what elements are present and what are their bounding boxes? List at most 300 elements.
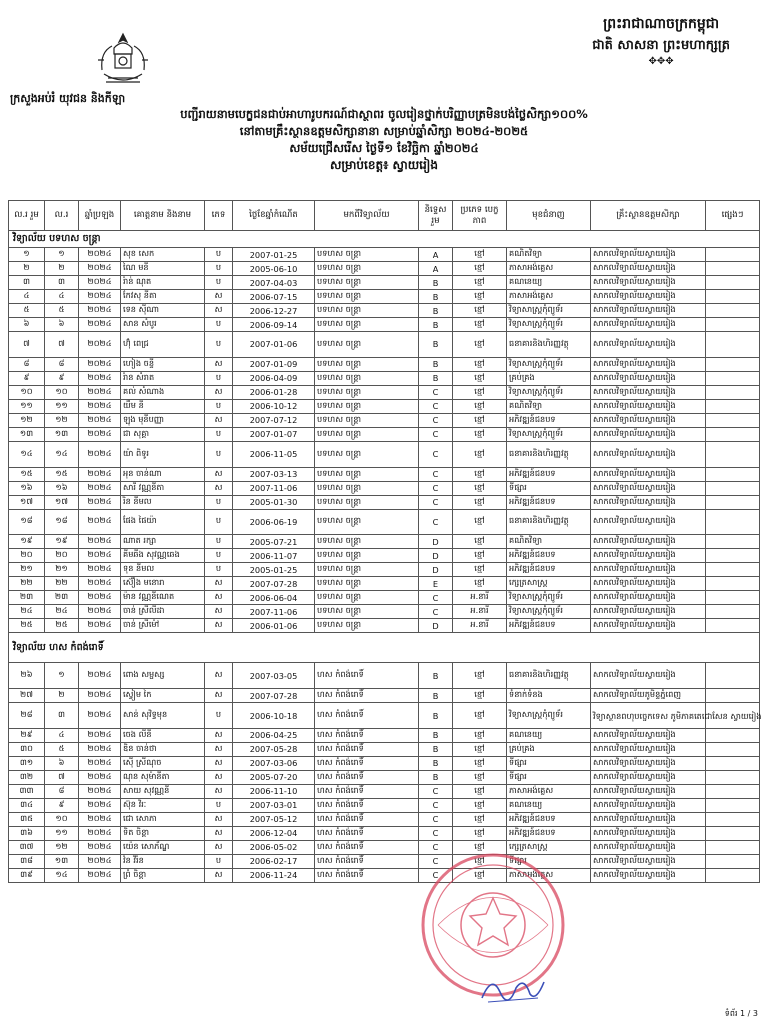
table-cell: ៨ <box>9 357 45 371</box>
table-cell: ២០ <box>45 549 79 563</box>
table-cell: ប <box>205 549 233 563</box>
table-cell: ២០២៤ <box>79 854 121 868</box>
table-cell: ២០២៤ <box>79 605 121 619</box>
table-cell: ស <box>205 304 233 318</box>
table-cell: ប <box>205 854 233 868</box>
table-cell: ខ្មៅ <box>453 689 507 703</box>
table-cell: រ៉ាន សំរាត <box>121 371 205 385</box>
table-cell: ១៤ <box>9 441 45 467</box>
table-cell <box>706 509 760 535</box>
table-cell: ស <box>205 467 233 481</box>
table-cell: ខ្មៅ <box>453 535 507 549</box>
table-cell <box>706 495 760 509</box>
table-row <box>9 563 760 577</box>
table-cell: ៩ <box>45 371 79 385</box>
table-cell: ២០២៤ <box>79 427 121 441</box>
table-cell: ៣៣ <box>9 784 45 798</box>
table-cell: បទហស ចន្ត្រា <box>315 619 419 633</box>
table-cell: ខ្មៅ <box>453 332 507 358</box>
table-cell: បទហស ចន្ត្រា <box>315 605 419 619</box>
table-cell: ១១ <box>9 399 45 413</box>
table-cell <box>706 770 760 784</box>
table-cell: ប <box>205 798 233 812</box>
table-cell: 2006-06-19 <box>233 509 315 535</box>
table-cell: បទហស ចន្ត្រា <box>315 248 419 262</box>
table-cell: ភាសាអង់គ្លេស <box>507 290 591 304</box>
table-cell <box>706 413 760 427</box>
table-cell: C <box>419 840 453 854</box>
table-cell: បទហស ចន្ត្រា <box>315 399 419 413</box>
table-cell: ខ្មៅ <box>453 784 507 798</box>
table-row <box>9 495 760 509</box>
title-line-1: បញ្ជីរាយនាមបេក្ខជនជាប់អាហារូបករណ៍ជាស្ថាពរ ចូលរៀនថ្នាក់បរិញ្ញាបត្រមិនបង់ថ្លៃសិក្សា១០០% <box>180 107 588 121</box>
table-cell: ២៥ <box>9 619 45 633</box>
table-cell: ស៊ើ ស្រីណុច <box>121 756 205 770</box>
table-cell: 2007-03-13 <box>233 467 315 481</box>
column-header: ល.រ <box>45 201 79 231</box>
table-cell: សាកលវិទ្យាល័យស្វាយរៀង <box>591 549 706 563</box>
table-cell: B <box>419 663 453 689</box>
table-cell: 2007-01-07 <box>233 427 315 441</box>
table-cell: ៨ <box>45 784 79 798</box>
table-cell: ១០ <box>9 385 45 399</box>
table-cell: អ.នារី <box>453 619 507 633</box>
table-cell: ២០២៤ <box>79 577 121 591</box>
table-cell: ១១ <box>45 399 79 413</box>
table-cell: ខ្មៅ <box>453 290 507 304</box>
table-row <box>9 812 760 826</box>
table-cell: សាកលវិទ្យាល័យស្វាយរៀង <box>591 577 706 591</box>
table-row <box>9 605 760 619</box>
table-cell <box>706 784 760 798</box>
table-cell: សាកលវិទ្យាល័យស្វាយរៀង <box>591 605 706 619</box>
table-cell: ហស កំពង់រោទិ៍ <box>315 728 419 742</box>
table-cell: ២០២៤ <box>79 332 121 358</box>
table-cell: ស <box>205 756 233 770</box>
table-cell: ខ្មៅ <box>453 399 507 413</box>
table-cell: ២០២៤ <box>79 509 121 535</box>
table-cell: ២០២៤ <box>79 689 121 703</box>
section-title: វិទ្យាល័យ ហស កំពង់រោទិ៍ <box>9 633 760 663</box>
column-header: មកពីវិទ្យាល័យ <box>315 201 419 231</box>
table-cell: សាកលវិទ្យាល័យស្វាយរៀង <box>591 728 706 742</box>
table-cell <box>706 798 760 812</box>
table-cell: ១៧ <box>45 495 79 509</box>
table-cell: ផែង ផៃយ៉ា <box>121 509 205 535</box>
table-row <box>9 728 760 742</box>
table-cell: ៥ <box>45 304 79 318</box>
table-cell: សុខ សេក <box>121 248 205 262</box>
table-cell: ហស កំពង់រោទិ៍ <box>315 840 419 854</box>
table-cell: ៥ <box>9 304 45 318</box>
table-cell: C <box>419 826 453 840</box>
table-cell: ១៣ <box>45 427 79 441</box>
table-cell: ចេង លីនី <box>121 728 205 742</box>
table-cell: ២៨ <box>9 703 45 729</box>
table-cell: ប <box>205 399 233 413</box>
table-cell: ប <box>205 332 233 358</box>
table-cell: C <box>419 509 453 535</box>
table-row <box>9 784 760 798</box>
table-cell: ២០២៤ <box>79 742 121 756</box>
table-cell: ទំនាក់ទំនង <box>507 689 591 703</box>
table-cell: អភិវឌ្ឍន៍ជនបទ <box>507 812 591 826</box>
table-row <box>9 826 760 840</box>
table-cell: ស្វៀម កៃ <box>121 689 205 703</box>
table-cell: ១៩ <box>9 535 45 549</box>
table-cell: សាកលវិទ្យាល័យស្វាយរៀង <box>591 826 706 840</box>
table-cell: ៣២ <box>9 770 45 784</box>
table-cell: ២០២៤ <box>79 840 121 854</box>
table-cell: គល់ សំណាង <box>121 385 205 399</box>
table-cell: បទហស ចន្ត្រា <box>315 427 419 441</box>
kingdom-motto: ជាតិ សាសនា ព្រះមហាក្សត្រ <box>592 38 730 53</box>
column-header: ភេទ <box>205 201 233 231</box>
table-cell: ២១ <box>45 563 79 577</box>
table-cell: ចាន់ ស្រីលីដា <box>121 605 205 619</box>
table-cell: ហស កំពង់រោទិ៍ <box>315 663 419 689</box>
table-row <box>9 742 760 756</box>
table-cell: គ្រប់គ្រង <box>507 742 591 756</box>
table-cell: បទហស ចន្ត្រា <box>315 535 419 549</box>
table-row <box>9 318 760 332</box>
column-header: ថ្ងៃខែឆ្នាំកំណើត <box>233 201 315 231</box>
table-cell: ១៧ <box>9 495 45 509</box>
table-row <box>9 371 760 385</box>
table-cell: សាកលវិទ្យាល័យស្វាយរៀង <box>591 467 706 481</box>
table-cell: បទហស ចន្ត្រា <box>315 262 419 276</box>
table-cell: D <box>419 619 453 633</box>
table-cell: សាកលវិទ្យាល័យស្វាយរៀង <box>591 262 706 276</box>
table-cell: ២០២៤ <box>79 770 121 784</box>
column-header: គោត្តនាម និងនាម <box>121 201 205 231</box>
table-cell: 2006-11-10 <box>233 784 315 798</box>
table-cell: ខ្មៅ <box>453 413 507 427</box>
table-cell <box>706 689 760 703</box>
page-number: ទំព័រ 1 / 3 <box>724 1009 758 1018</box>
table-cell: C <box>419 399 453 413</box>
table-cell: ស៊ឿង មនោរា <box>121 577 205 591</box>
table-cell: ១ <box>9 248 45 262</box>
table-cell: សាកលវិទ្យាល័យស្វាយរៀង <box>591 742 706 756</box>
table-cell: សាន់ សុវិទ្ធមុន <box>121 703 205 729</box>
table-cell: ២០២៤ <box>79 549 121 563</box>
table-cell: បទហស ចន្ត្រា <box>315 357 419 371</box>
table-cell: C <box>419 467 453 481</box>
table-cell: ហស កំពង់រោទិ៍ <box>315 826 419 840</box>
table-cell: ៣៥ <box>9 812 45 826</box>
table-cell: ស <box>205 689 233 703</box>
table-cell: ណៃ មនី <box>121 262 205 276</box>
table-cell: អភិវឌ្ឍន៍ជនបទ <box>507 413 591 427</box>
table-cell: ស <box>205 784 233 798</box>
table-cell: អភិវឌ្ឍន៍ជនបទ <box>507 563 591 577</box>
table-cell: ខ្មៅ <box>453 868 507 882</box>
table-cell: បទហស ចន្ត្រា <box>315 495 419 509</box>
document-titles <box>0 106 768 174</box>
table-cell: ហស កំពង់រោទិ៍ <box>315 756 419 770</box>
table-cell: ស <box>205 357 233 371</box>
table-header-row <box>9 201 760 231</box>
table-cell: សាកលវិទ្យាល័យស្វាយរៀង <box>591 441 706 467</box>
table-row <box>9 577 760 591</box>
table-cell: ២០២៤ <box>79 276 121 290</box>
table-cell: ៦ <box>45 756 79 770</box>
table-cell: 2005-07-21 <box>233 535 315 549</box>
table-cell: អភិវឌ្ឍន៍ជនបទ <box>507 826 591 840</box>
table-cell: ២០២៤ <box>79 619 121 633</box>
table-cell: ទិត ចិន្តា <box>121 826 205 840</box>
table-cell: ស <box>205 481 233 495</box>
table-cell: ៤ <box>9 290 45 304</box>
table-cell: B <box>419 728 453 742</box>
table-cell: D <box>419 563 453 577</box>
table-cell: ២០២៤ <box>79 563 121 577</box>
table-cell: ២ <box>9 262 45 276</box>
table-cell: ប <box>205 563 233 577</box>
table-cell: ១៨ <box>9 509 45 535</box>
table-cell: ខ្មៅ <box>453 441 507 467</box>
table-cell: សាកលវិទ្យាល័យស្វាយរៀង <box>591 357 706 371</box>
table-cell: ទេន ស៊ីណា <box>121 304 205 318</box>
table-cell <box>706 371 760 385</box>
table-cell: ស <box>205 742 233 756</box>
table-cell: 2006-01-06 <box>233 619 315 633</box>
table-cell <box>706 399 760 413</box>
table-cell: ១៣ <box>9 427 45 441</box>
table-cell: វិទ្យាសាស្ត្រកុំព្យូទ័រ <box>507 304 591 318</box>
section-header-row <box>9 633 760 663</box>
table-cell <box>706 854 760 868</box>
title-line-3: សម័យជ្រើសរើស ថ្ងៃទី១ ខែវិច្ឆិកា ឆ្នាំ២០២៤ <box>289 141 479 155</box>
scholarship-table <box>8 200 760 883</box>
table-cell: ស <box>205 577 233 591</box>
table-cell: អុន ចាន់ណា <box>121 467 205 481</box>
table-cell: 2006-11-07 <box>233 549 315 563</box>
table-cell: ហស កំពង់រោទិ៍ <box>315 703 419 729</box>
table-cell: ២៤ <box>9 605 45 619</box>
section-header-row <box>9 231 760 248</box>
table-row <box>9 756 760 770</box>
table-cell: 2007-07-28 <box>233 577 315 591</box>
table-cell: ១៥ <box>45 467 79 481</box>
table-cell: ប <box>205 318 233 332</box>
table-cell: ប <box>205 248 233 262</box>
table-cell: បទហស ចន្ត្រា <box>315 549 419 563</box>
table-cell: បទហស ចន្ត្រា <box>315 441 419 467</box>
table-row <box>9 290 760 304</box>
table-cell <box>706 385 760 399</box>
table-cell: វិទ្យាសាស្ត្រកុំព្យូទ័រ <box>507 385 591 399</box>
table-cell: 2006-04-25 <box>233 728 315 742</box>
table-cell: C <box>419 798 453 812</box>
table-cell: ខ្មៅ <box>453 854 507 868</box>
table-cell: សាយ សុវណ្ណនី <box>121 784 205 798</box>
table-cell: ៣៩ <box>9 868 45 882</box>
table-cell: ៣៨ <box>9 854 45 868</box>
table-cell: សាកលវិទ្យាល័យស្វាយរៀង <box>591 812 706 826</box>
table-cell: សាកលវិទ្យាល័យស្វាយរៀង <box>591 413 706 427</box>
table-cell: ១ <box>45 663 79 689</box>
title-line-2: នៅតាមគ្រឹះស្ថានឧត្តមសិក្សានានា សម្រាប់ឆ្នាំសិក្សា ២០២៤-២០២៥ <box>239 124 529 138</box>
table-cell: C <box>419 605 453 619</box>
table-cell: 2005-06-10 <box>233 262 315 276</box>
table-cell: គណនេយ្យ <box>507 728 591 742</box>
table-cell: 2005-01-30 <box>233 495 315 509</box>
table-row <box>9 663 760 689</box>
table-cell: យ៉េន សោភ័ណ្ឌ <box>121 840 205 854</box>
table-cell: បទហស ចន្ត្រា <box>315 413 419 427</box>
table-cell: ខ្មៅ <box>453 371 507 385</box>
table-cell: ហស កំពង់រោទិ៍ <box>315 784 419 798</box>
table-cell: ស <box>205 868 233 882</box>
table-cell <box>706 619 760 633</box>
table-cell: ២០២៤ <box>79 495 121 509</box>
table-cell: សាន សំបូរ <box>121 318 205 332</box>
table-cell: ៤ <box>45 290 79 304</box>
table-cell: ខ្មៅ <box>453 509 507 535</box>
table-cell: ហស កំពង់រោទិ៍ <box>315 868 419 882</box>
table-cell: B <box>419 770 453 784</box>
table-cell: ២០២៤ <box>79 441 121 467</box>
table-cell <box>706 756 760 770</box>
table-cell: ២០ <box>9 549 45 563</box>
table-cell: D <box>419 549 453 563</box>
table-cell: C <box>419 784 453 798</box>
table-cell: ទីផ្សារ <box>507 756 591 770</box>
table-cell: បទហស ចន្ត្រា <box>315 318 419 332</box>
table-cell: ១៨ <box>45 509 79 535</box>
table-row <box>9 467 760 481</box>
table-cell: ប <box>205 495 233 509</box>
table-cell: ស <box>205 770 233 784</box>
table-cell: ប <box>205 441 233 467</box>
table-cell: ភាសាអង់គ្លេស <box>507 868 591 882</box>
table-cell: វិទ្យាសាស្ត្រកុំព្យូទ័រ <box>507 357 591 371</box>
table-cell: អភិវឌ្ឍន៍ជនបទ <box>507 495 591 509</box>
table-cell: ភាសាអង់គ្លេស <box>507 262 591 276</box>
table-cell: ខ្មៅ <box>453 798 507 812</box>
table-cell: ២១ <box>9 563 45 577</box>
table-cell: អភិវឌ្ឍន៍ជនបទ <box>507 549 591 563</box>
table-cell: គណនេយ្យ <box>507 276 591 290</box>
table-cell: ២០២៤ <box>79 481 121 495</box>
table-cell: 2006-01-28 <box>233 385 315 399</box>
table-cell: វ៉ន វីរ៉ន <box>121 854 205 868</box>
table-cell: ២០២៤ <box>79 868 121 882</box>
table-cell: ទុន នីមល <box>121 563 205 577</box>
table-cell: ២២ <box>45 577 79 591</box>
table-cell: ៣៧ <box>9 840 45 854</box>
table-cell <box>706 605 760 619</box>
table-cell: ហ៊ុំ ពេជ្រ <box>121 332 205 358</box>
table-cell: ១០ <box>45 812 79 826</box>
table-cell: សាកលវិទ្យាល័យស្វាយរៀង <box>591 619 706 633</box>
table-cell: C <box>419 427 453 441</box>
table-cell: B <box>419 742 453 756</box>
table-cell: ២០២៤ <box>79 304 121 318</box>
table-cell: ១៦ <box>9 481 45 495</box>
table-row <box>9 413 760 427</box>
table-cell <box>706 318 760 332</box>
table-cell <box>706 868 760 882</box>
table-cell: ទីផ្សារ <box>507 481 591 495</box>
table-cell: សាកលវិទ្យាល័យស្វាយរៀង <box>591 563 706 577</box>
table-cell: E <box>419 577 453 591</box>
table-cell: ស៊ុន វិរៈ <box>121 798 205 812</box>
table-cell: ៧ <box>45 770 79 784</box>
table-cell: ៩ <box>9 371 45 385</box>
table-cell: បទហស ចន្ត្រា <box>315 467 419 481</box>
table-cell: B <box>419 276 453 290</box>
table-cell: រ៉ាន់ ណុត <box>121 276 205 290</box>
table-row <box>9 357 760 371</box>
table-cell: 2006-11-24 <box>233 868 315 882</box>
table-cell: សាកលវិទ្យាល័យស្វាយរៀង <box>591 304 706 318</box>
table-cell: ខ្មៅ <box>453 812 507 826</box>
table-cell: ខ្មៅ <box>453 262 507 276</box>
table-cell: 2006-02-17 <box>233 854 315 868</box>
table-cell: ២០២៤ <box>79 756 121 770</box>
table-cell: 2007-04-03 <box>233 276 315 290</box>
table-cell: ធនាគារនិងហិរញ្ញវត្ថុ <box>507 332 591 358</box>
table-cell: ប <box>205 509 233 535</box>
table-cell: ឡុង មុនីបញ្ញា <box>121 413 205 427</box>
table-row <box>9 385 760 399</box>
table-cell: វិទ្យាសាស្ត្រកុំព្យូទ័រ <box>507 703 591 729</box>
table-cell: ខ្មៅ <box>453 467 507 481</box>
table-cell: ទីផ្សារ <box>507 854 591 868</box>
table-cell: C <box>419 481 453 495</box>
table-cell <box>706 663 760 689</box>
table-cell: ហស កំពង់រោទិ៍ <box>315 742 419 756</box>
table-row <box>9 798 760 812</box>
title-line-4: សម្រាប់ខេត្ត៖ ស្វាយរៀង <box>329 158 438 172</box>
table-row <box>9 591 760 605</box>
table-cell: ខ្មៅ <box>453 840 507 854</box>
column-header: ផ្សេងៗ <box>706 201 760 231</box>
table-cell: 2007-05-12 <box>233 812 315 826</box>
table-cell: ៨ <box>45 357 79 371</box>
table-cell: សាកលវិទ្យាល័យស្វាយរៀង <box>591 427 706 441</box>
table-cell: វិទ្យាសាស្ត្រកុំព្យូទ័រ <box>507 318 591 332</box>
table-cell: C <box>419 854 453 868</box>
table-cell: C <box>419 413 453 427</box>
table-cell: C <box>419 812 453 826</box>
table-cell: ២០២៤ <box>79 728 121 742</box>
table-cell: ២០២៤ <box>79 399 121 413</box>
table-cell: ៧ <box>9 332 45 358</box>
table-row <box>9 703 760 729</box>
table-cell: C <box>419 591 453 605</box>
table-cell: វិទ្យាស្ថានពហុបច្ចេកទេស ភូមិភាគតេជោសែន ស្វាយរៀង <box>591 703 706 729</box>
table-cell: បទហស ចន្ត្រា <box>315 591 419 605</box>
table-cell: សាកលវិទ្យាល័យស្វាយរៀង <box>591 276 706 290</box>
table-cell: ស <box>205 290 233 304</box>
table-cell: ស <box>205 413 233 427</box>
table-cell: ស <box>205 840 233 854</box>
table-cell: ខ្មៅ <box>453 577 507 591</box>
table-cell: 2007-01-09 <box>233 357 315 371</box>
table-cell: ២៦ <box>9 663 45 689</box>
table-cell: ១៦ <box>45 481 79 495</box>
table-cell: ប <box>205 427 233 441</box>
table-cell: បទហស ចន្ត្រា <box>315 385 419 399</box>
table-cell: D <box>419 535 453 549</box>
table-cell: យ៉ា ពិទូរ <box>121 441 205 467</box>
table-cell <box>706 826 760 840</box>
table-cell: ស <box>205 812 233 826</box>
